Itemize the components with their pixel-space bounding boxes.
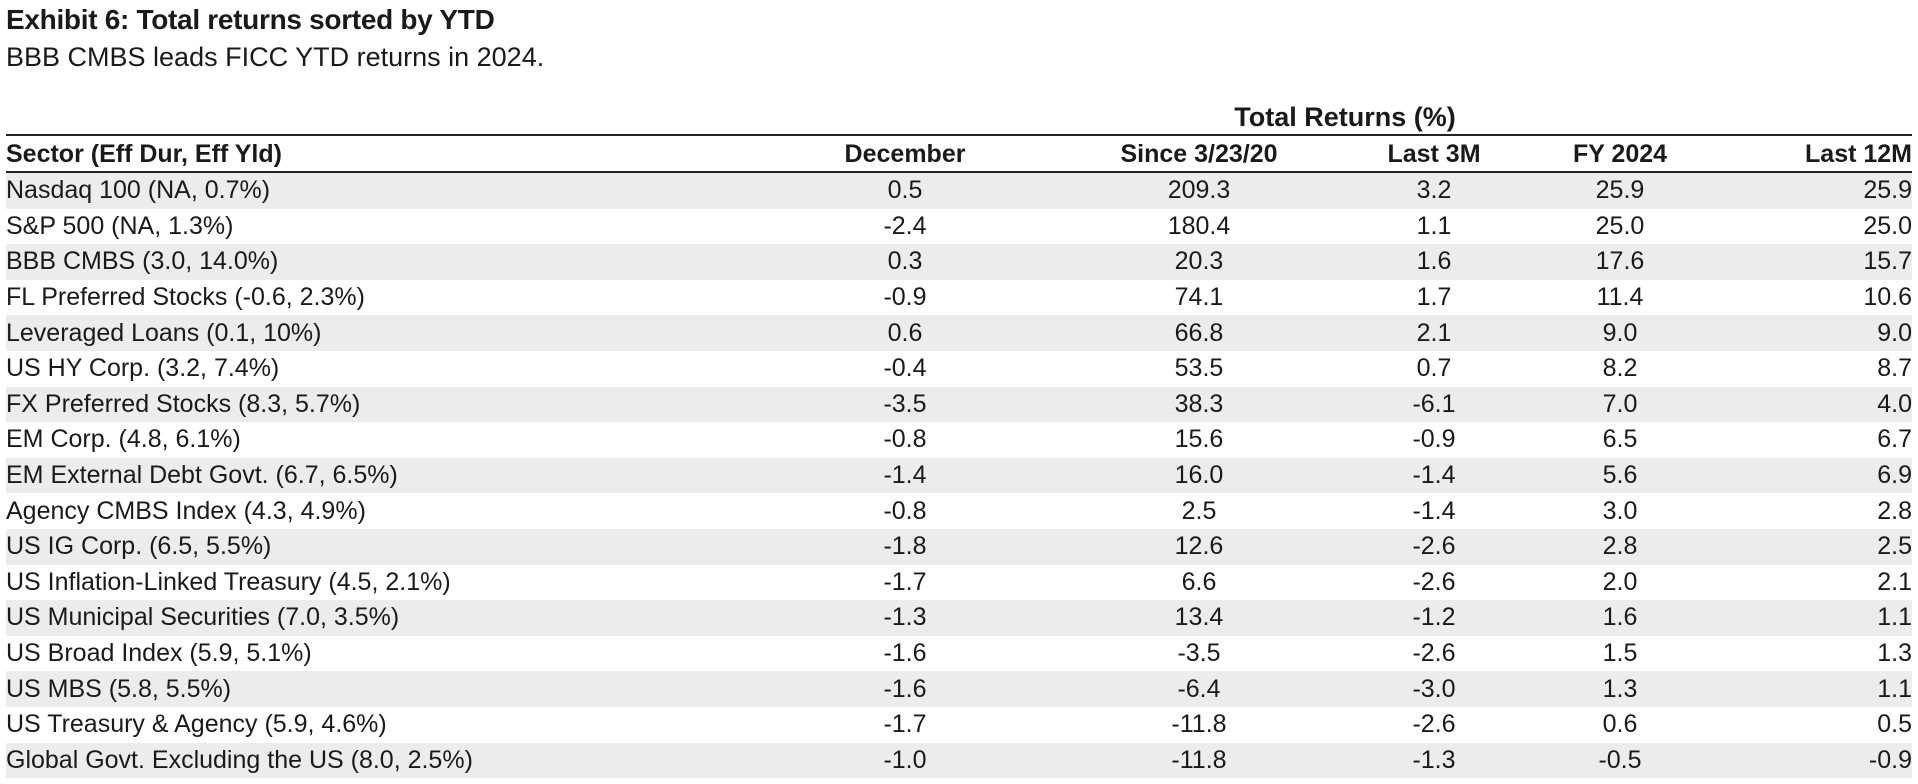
december-cell: -1.0 (758, 743, 1052, 779)
last-3m-cell: -1.4 (1412, 496, 1456, 525)
sector-cell: BBB CMBS (3.0, 14.0%) (6, 244, 758, 280)
last-12m-cell: 1.3 (1877, 639, 1912, 668)
table-row (6, 529, 1912, 565)
column-header-fy-2024: FY 2024 (1522, 137, 1718, 172)
table-row (6, 707, 1912, 743)
last-3m-cell: -2.6 (1412, 639, 1456, 668)
last-3m-cell: 1.7 (1416, 283, 1452, 312)
sector-cell: Leveraged Loans (0.1, 10%) (6, 315, 758, 351)
sector-cell: US IG Corp. (6.5, 5.5%) (6, 529, 758, 565)
last-12m-cell: 4.0 (1718, 387, 1912, 423)
last-12m-cell: 9.0 (1718, 315, 1912, 351)
last-12m-cell: 2.5 (1718, 529, 1912, 565)
december-cell: -1.7 (883, 710, 927, 739)
since-3-23-20-cell: 15.6 (1174, 425, 1224, 454)
since-3-23-20-cell: 180.4 (1167, 211, 1231, 240)
last-3m-cell: -3.0 (1346, 671, 1522, 707)
table-row (6, 493, 1912, 529)
sector-cell: EM External Debt Govt. (6.7, 6.5%) (6, 458, 758, 494)
last-3m-cell: 3.2 (1346, 172, 1522, 209)
sector-cell: Global Govt. Excluding the US (8.0, 2.5%) (6, 743, 758, 779)
table-row (6, 671, 1912, 707)
since-3-23-20-cell: 6.6 (1181, 567, 1217, 596)
sector-cell: US MBS (5.8, 5.5%) (6, 671, 758, 707)
last-12m-cell: 25.9 (1718, 172, 1912, 209)
sector-cell: US Broad Index (5.9, 5.1%) (6, 639, 312, 668)
last-12m-cell: 1.1 (1718, 600, 1912, 636)
last-12m-cell: -0.9 (1718, 743, 1912, 779)
total-returns-group-header: Total Returns (%) (1234, 102, 1456, 132)
fy-2024-cell: 1.3 (1522, 671, 1718, 707)
sector-cell: FX Preferred Stocks (8.3, 5.7%) (6, 387, 758, 423)
december-cell: -0.8 (883, 425, 927, 454)
december-cell: -1.6 (883, 639, 927, 668)
since-3-23-20-cell: -3.5 (1177, 639, 1221, 668)
fy-2024-cell: 17.6 (1522, 244, 1718, 280)
fy-2024-cell: 25.9 (1522, 172, 1718, 209)
column-header-last-12m: Last 12M (1718, 137, 1912, 172)
last-3m-cell: -2.6 (1412, 710, 1456, 739)
sector-cell: FL Preferred Stocks (-0.6, 2.3%) (6, 283, 365, 312)
fy-2024-cell: 11.4 (1596, 283, 1644, 312)
december-cell: 0.6 (758, 315, 1052, 351)
last-3m-cell: -2.6 (1412, 567, 1456, 596)
december-cell: -2.4 (883, 211, 927, 240)
december-cell: -1.8 (758, 529, 1052, 565)
last-12m-cell: 2.1 (1877, 567, 1912, 596)
since-3-23-20-cell: 2.5 (1181, 496, 1217, 525)
last-3m-cell: -1.4 (1346, 458, 1522, 494)
table-row (6, 565, 1912, 601)
table-row (6, 743, 1912, 779)
since-3-23-20-cell: 209.3 (1052, 172, 1346, 209)
fy-2024-cell: 5.6 (1522, 458, 1718, 494)
december-cell: -1.7 (883, 567, 927, 596)
column-header-last-3m: Last 3M (1346, 137, 1522, 172)
exhibit-subtitle: BBB CMBS leads FICC YTD returns in 2024. (6, 42, 545, 72)
sector-cell: US Inflation-Linked Treasury (4.5, 2.1%) (6, 567, 451, 596)
since-3-23-20-cell: 38.3 (1052, 387, 1346, 423)
fy-2024-cell: 7.0 (1522, 387, 1718, 423)
since-3-23-20-cell: 66.8 (1052, 315, 1346, 351)
december-cell: -0.8 (883, 496, 927, 525)
since-3-23-20-cell: -11.8 (1171, 710, 1227, 739)
last-12m-cell: 2.8 (1877, 496, 1912, 525)
fy-2024-cell: 3.0 (1602, 496, 1638, 525)
table-row (6, 315, 1912, 351)
returns-table (6, 137, 1912, 778)
last-3m-cell: -1.3 (1346, 743, 1522, 779)
last-3m-cell: -1.2 (1346, 600, 1522, 636)
table-row (6, 172, 1912, 209)
sector-cell: US Municipal Securities (7.0, 3.5%) (6, 600, 758, 636)
fy-2024-cell: 1.6 (1522, 600, 1718, 636)
december-cell: -0.4 (883, 354, 927, 383)
table-row (6, 351, 1912, 387)
table-row (6, 209, 1912, 245)
table-row (6, 280, 1912, 316)
since-3-23-20-cell: 13.4 (1052, 600, 1346, 636)
fy-2024-cell: 0.6 (1602, 710, 1638, 739)
table-header-row (6, 137, 1912, 172)
last-12m-cell: 6.9 (1718, 458, 1912, 494)
december-cell: 0.3 (758, 244, 1052, 280)
sector-cell: US HY Corp. (3.2, 7.4%) (6, 354, 280, 383)
fy-2024-cell: -0.5 (1522, 743, 1718, 779)
last-3m-cell: -0.9 (1412, 425, 1456, 454)
column-header-since-3-23-20: Since 3/23/20 (1052, 137, 1346, 172)
exhibit-title: Exhibit 6: Total returns sorted by YTD (6, 4, 495, 35)
december-cell: 0.5 (758, 172, 1052, 209)
fy-2024-cell: 2.0 (1602, 567, 1638, 596)
fy-2024-cell: 25.0 (1595, 211, 1645, 240)
last-3m-cell: 0.7 (1416, 354, 1452, 383)
since-3-23-20-cell: 20.3 (1052, 244, 1346, 280)
december-cell: -1.3 (758, 600, 1052, 636)
since-3-23-20-cell: 16.0 (1052, 458, 1346, 494)
since-3-23-20-cell: 12.6 (1052, 529, 1346, 565)
sector-cell: S&P 500 (NA, 1.3%) (6, 211, 234, 240)
header-top-rule (6, 134, 1912, 136)
sector-cell: Agency CMBS Index (4.3, 4.9%) (6, 496, 366, 525)
since-3-23-20-cell: 74.1 (1174, 283, 1224, 312)
column-header-december: December (758, 137, 1052, 172)
table-row (6, 422, 1912, 458)
table-row (6, 244, 1912, 280)
last-3m-cell: 1.1 (1416, 211, 1452, 240)
december-cell: -0.9 (883, 283, 927, 312)
last-12m-cell: 0.5 (1877, 710, 1912, 739)
table-row (6, 387, 1912, 423)
fy-2024-cell: 6.5 (1602, 425, 1638, 454)
sector-cell: US Treasury & Agency (5.9, 4.6%) (6, 710, 387, 739)
since-3-23-20-cell: -11.8 (1052, 743, 1346, 779)
since-3-23-20-cell: 53.5 (1174, 354, 1224, 383)
december-cell: -3.5 (758, 387, 1052, 423)
table-row (6, 636, 1912, 672)
table-body (6, 172, 1912, 778)
sector-cell: EM Corp. (4.8, 6.1%) (6, 425, 241, 454)
last-3m-cell: 2.1 (1346, 315, 1522, 351)
table-row (6, 600, 1912, 636)
last-12m-cell: 15.7 (1718, 244, 1912, 280)
since-3-23-20-cell: -6.4 (1052, 671, 1346, 707)
last-12m-cell: 1.1 (1718, 671, 1912, 707)
last-3m-cell: 1.6 (1346, 244, 1522, 280)
last-12m-cell: 8.7 (1877, 354, 1912, 383)
last-3m-cell: -6.1 (1346, 387, 1522, 423)
last-3m-cell: -2.6 (1346, 529, 1522, 565)
fy-2024-cell: 2.8 (1522, 529, 1718, 565)
last-12m-cell: 25.0 (1863, 211, 1912, 240)
fy-2024-cell: 9.0 (1522, 315, 1718, 351)
last-12m-cell: 10.6 (1863, 283, 1912, 312)
fy-2024-cell: 1.5 (1602, 639, 1638, 668)
fy-2024-cell: 8.2 (1602, 354, 1638, 383)
december-cell: -1.6 (758, 671, 1052, 707)
last-12m-cell: 6.7 (1877, 425, 1912, 454)
column-header-sector: Sector (Eff Dur, Eff Yld) (6, 137, 758, 172)
table-row (6, 458, 1912, 494)
december-cell: -1.4 (758, 458, 1052, 494)
sector-cell: Nasdaq 100 (NA, 0.7%) (6, 172, 758, 209)
